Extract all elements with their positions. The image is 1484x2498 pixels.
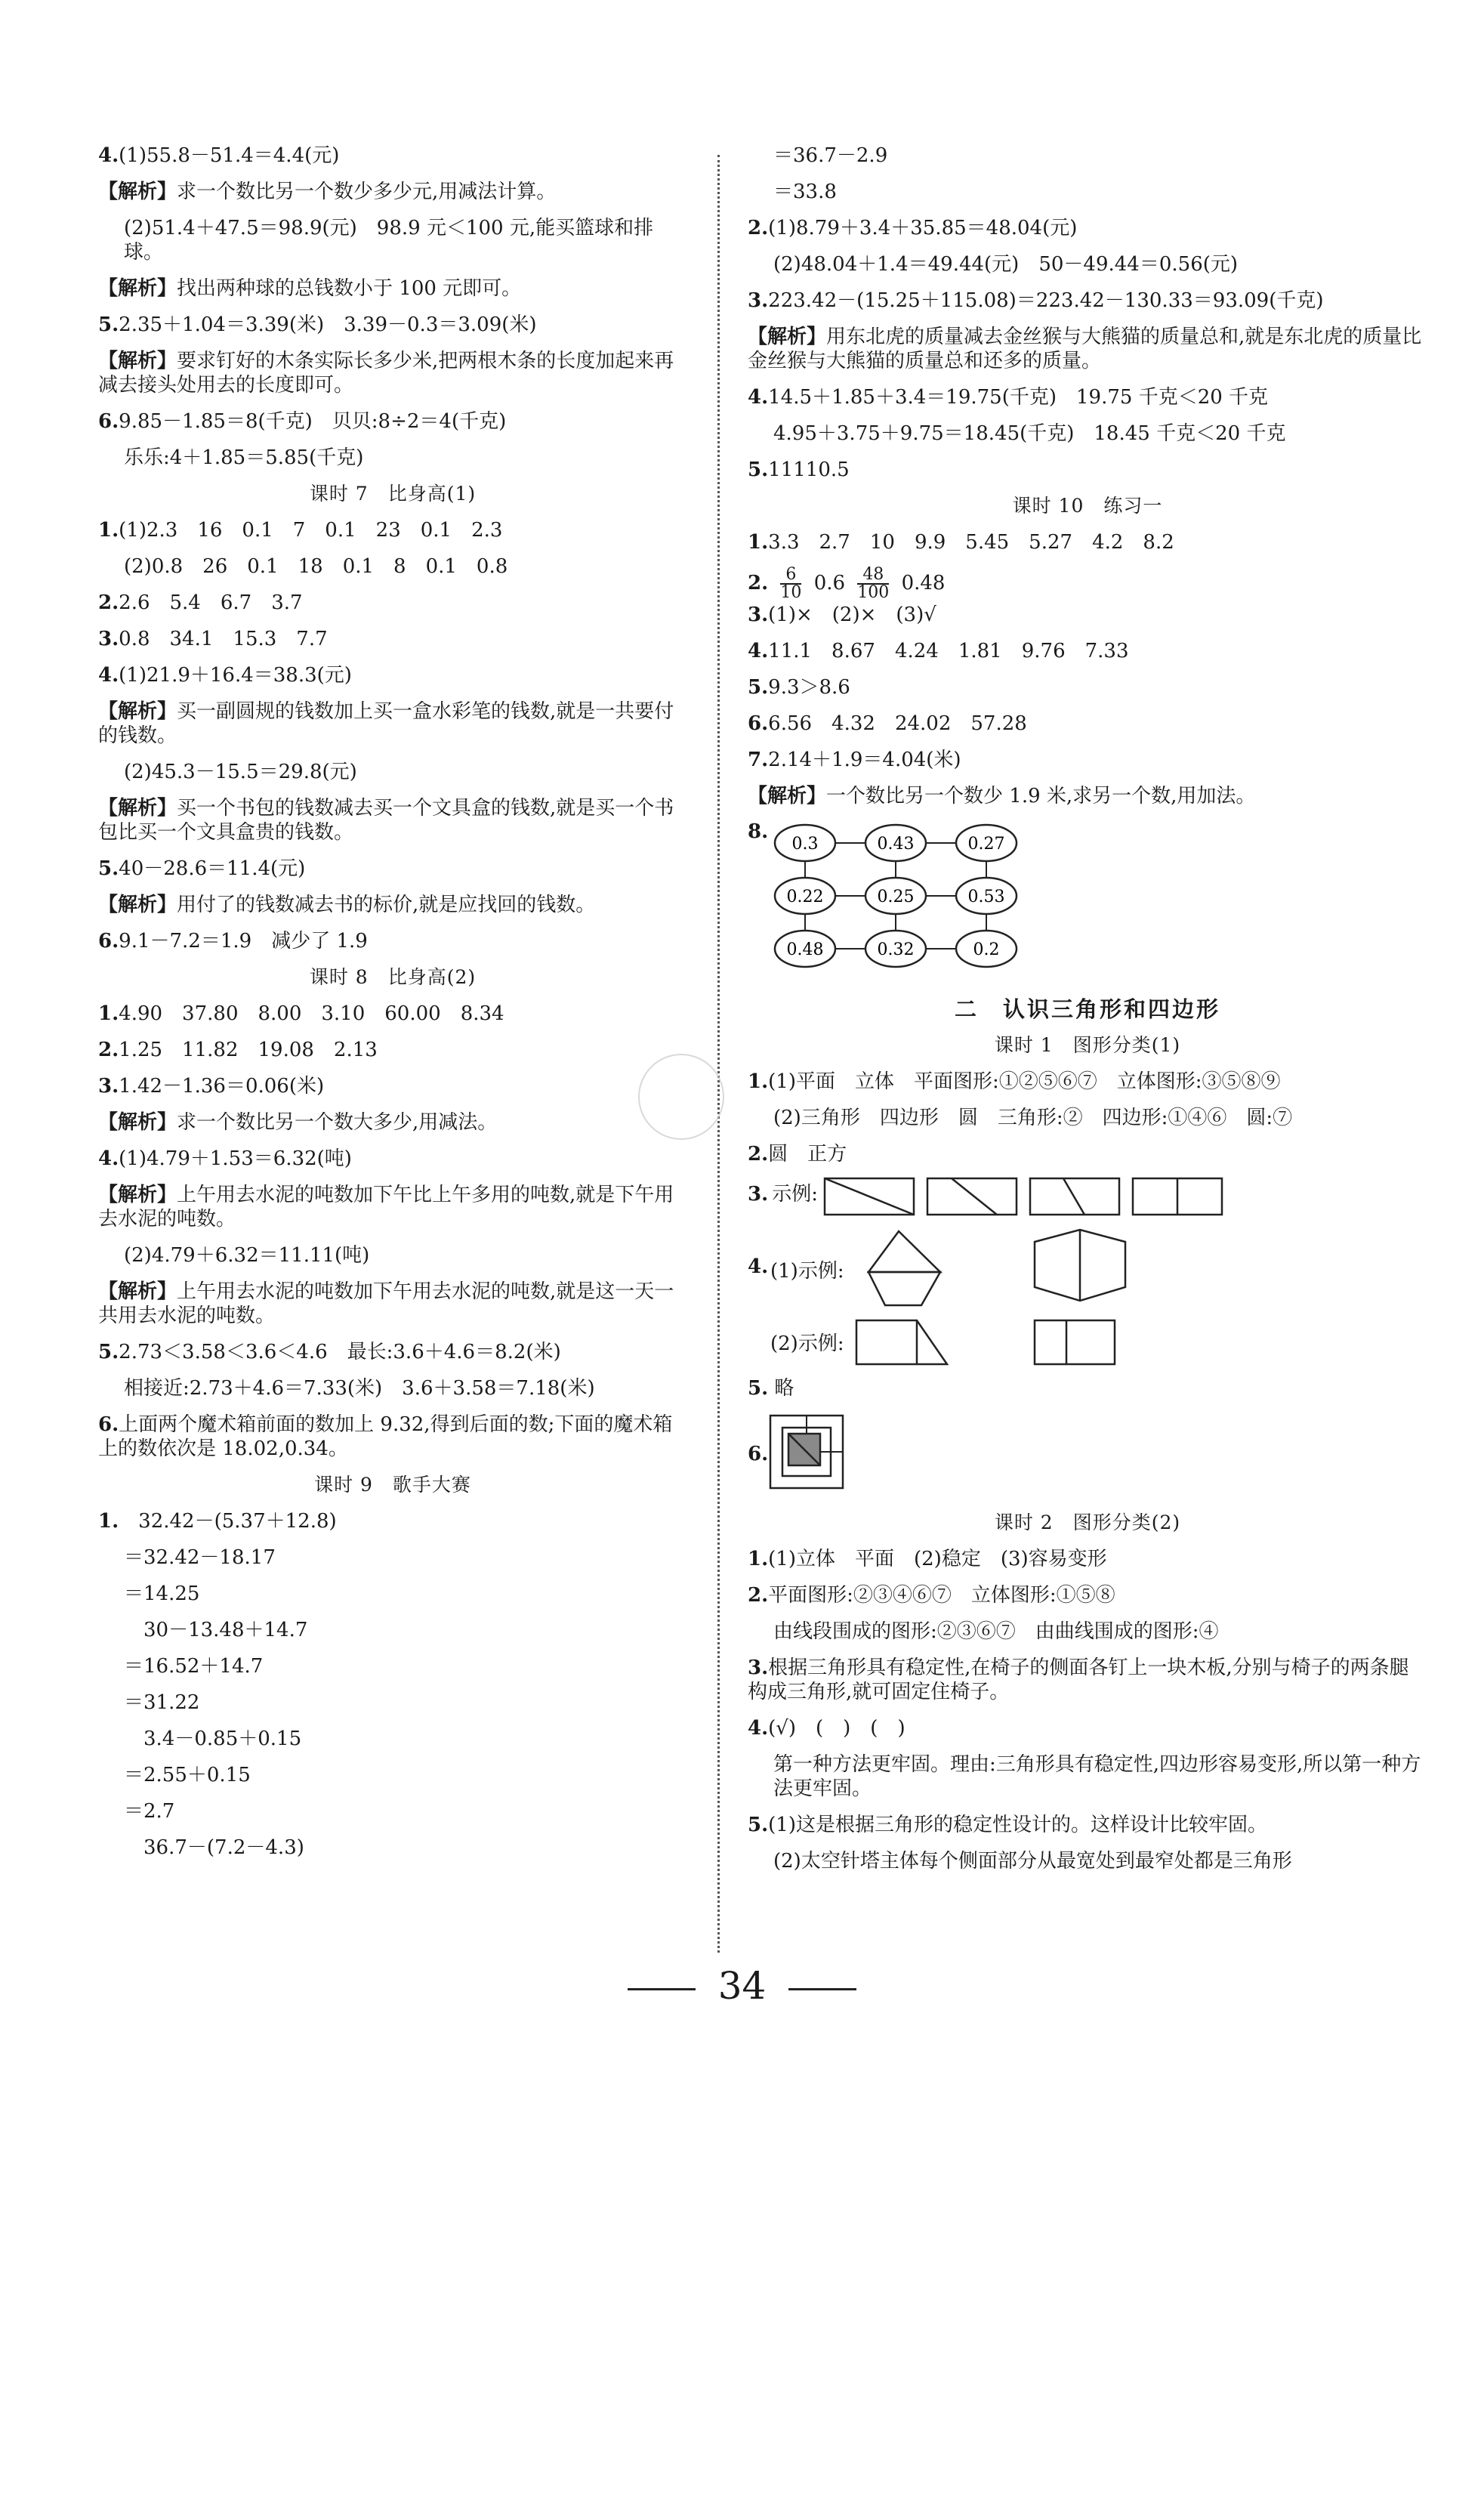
answer-text: 2.6 5.4 6.7 3.7	[119, 591, 303, 614]
analysis-tag: 【解析】	[98, 1184, 177, 1206]
answer-text: (1)2.3 16 0.1 7 0.1 23 0.1 2.3	[119, 519, 503, 542]
question-number: 1.	[748, 531, 769, 554]
answer-line	[748, 1716, 1427, 1752]
answer-line: 30－13.48＋14.7	[124, 1619, 308, 1641]
answer-text: (1)55.8－51.4＝4.4(元)	[119, 144, 340, 167]
section-heading: 课时 10 练习一	[1012, 495, 1163, 517]
answer-line: ＝32.42－18.17	[124, 1546, 276, 1569]
question-number: 4.	[98, 664, 119, 687]
question-number: 1.	[98, 1002, 119, 1025]
question-number: 1.	[98, 519, 119, 542]
answer-line: 36.7－(7.2－4.3)	[124, 1836, 304, 1859]
answer-line: (2)48.04＋1.4＝49.44(元) 50－49.44＝0.56(元)	[773, 253, 1239, 276]
question-number: 4.	[98, 144, 119, 167]
answer-line	[98, 1413, 687, 1461]
analysis-tag: 【解析】	[98, 797, 177, 820]
answer-text: (1)平面 立体 平面图形:①②⑤⑥⑦ 立体图形:③⑤⑧⑨	[768, 1070, 1281, 1093]
question-number: 6.	[748, 712, 769, 735]
analysis-note	[98, 349, 687, 397]
answer-text: 14.5＋1.85＋3.4＝19.75(千克) 19.75 千克＜20 千克	[768, 386, 1269, 409]
nested-squares-figure	[767, 1413, 850, 1496]
answer-text: 40－28.6＝11.4(元)	[119, 857, 306, 880]
question-number: 3.	[748, 604, 769, 626]
answer-text: 2.35＋1.04＝3.39(米) 3.39－0.3＝3.09(米)	[119, 313, 537, 336]
left-column	[98, 144, 687, 1872]
answer-line: (2)4.79＋6.32＝11.11(吨)	[124, 1244, 370, 1267]
grid-value: 0.32	[877, 940, 915, 959]
answer-text: 根据三角形具有稳定性,在椅子的侧面各钉上一块木板,分别与椅子的两条腿构成三角形,就可固定住椅子。	[748, 1657, 1409, 1703]
answer-line: 3.4－0.85＋0.15	[124, 1728, 302, 1750]
answer-text: 上面两个魔术箱前面的数加上 9.32,得到后面的数;下面的魔术箱上的数依次是 18.02,0.34。	[98, 1413, 673, 1460]
analysis-text: 用付了的钱数减去书的标价,就是应找回的钱数。	[177, 894, 596, 916]
answer-line	[98, 1509, 687, 1545]
answer-line	[748, 675, 1427, 712]
answer-text: 平面图形:②③④⑥⑦ 立体图形:①⑤⑧	[768, 1584, 1115, 1607]
section-heading: 课时 1 图形分类(1)	[994, 1034, 1181, 1056]
answer-line	[748, 289, 1427, 313]
analysis-tag: 【解析】	[98, 1111, 177, 1134]
answer-text: 0.8 34.1 15.3 7.7	[119, 628, 328, 650]
answer-line	[98, 1074, 687, 1110]
analysis-text: 上午用去水泥的吨数加下午用去水泥的吨数,就是这一天一共用去水泥的吨数。	[98, 1280, 674, 1327]
analysis-tag: 【解析】	[98, 894, 177, 916]
grid-value: 0.25	[877, 888, 915, 906]
answer-text: 223.42－(15.25＋115.08)＝223.42－130.33＝93.09(千克)	[768, 289, 1324, 312]
question-number: 3.	[98, 628, 119, 650]
answer-text: 11110.5	[768, 459, 850, 481]
answer-text: (1)立体 平面 (2)稳定 (3)容易变形	[768, 1548, 1107, 1570]
question-number: 4.	[98, 1147, 119, 1170]
question-number: 6.	[98, 930, 119, 953]
answer-line	[748, 1583, 1427, 1620]
answer-line: 乐乐:4＋1.85＝5.85(千克)	[124, 446, 364, 469]
answer-line	[98, 409, 687, 446]
answer-line	[748, 1656, 1427, 1704]
answer-line: ＝14.25	[124, 1582, 200, 1605]
answer-line: 相接近:2.73＋4.6＝7.33(米) 3.6＋3.58＝7.18(米)	[124, 1377, 595, 1400]
ellipse-grid-figure	[767, 820, 1039, 987]
answer-line	[98, 627, 687, 663]
answer-line	[98, 518, 687, 554]
question-number: 3.	[748, 1657, 769, 1679]
question-4-figure-1: 4. (1)示例:	[748, 1233, 1427, 1316]
section-heading: 课时 2 图形分类(2)	[994, 1511, 1181, 1533]
question-number: 2.	[748, 1143, 769, 1166]
analysis-note	[98, 1110, 687, 1135]
answer-line	[748, 530, 1427, 567]
question-number: 5.	[98, 313, 119, 336]
question-number: 6.	[98, 1413, 119, 1436]
question-number: 1.	[98, 1510, 119, 1533]
question-number: 1.	[748, 1548, 769, 1570]
grid-value: 0.2	[973, 940, 1000, 959]
question-number: 5.	[748, 676, 769, 699]
grid-value: 0.53	[967, 888, 1005, 906]
answer-text: (1)8.79＋3.4＋35.85＝48.04(元)	[768, 217, 1078, 239]
analysis-text: 找出两种球的总钱数小于 100 元即可。	[177, 277, 522, 300]
analysis-note	[98, 796, 687, 845]
answer-line	[748, 1813, 1427, 1849]
question-number: 4.	[748, 640, 769, 662]
question-number: 4.	[748, 1717, 769, 1740]
answer-line: (2)0.8 26 0.1 18 0.1 8 0.1 0.8	[124, 555, 508, 578]
answer-line	[748, 639, 1427, 675]
grid-value: 0.22	[786, 888, 824, 906]
answer-text: 9.1－7.2＝1.9 减少了 1.9	[119, 930, 368, 953]
answer-text: (1)21.9＋16.4＝38.3(元)	[119, 664, 352, 687]
answer-line: ＝31.22	[124, 1691, 200, 1714]
question-number: 5.	[98, 1341, 119, 1363]
answer-text: 圆 正方	[768, 1143, 847, 1166]
answer-line	[98, 1002, 687, 1038]
answer-line: ＝16.52＋14.7	[124, 1655, 264, 1678]
question-number: 4.	[748, 386, 769, 409]
answer-line	[98, 857, 687, 893]
answer-line	[98, 1147, 687, 1183]
analysis-tag: 【解析】	[748, 785, 827, 807]
answer-text: 1.42－1.36＝0.06(米)	[119, 1075, 325, 1098]
answer-line	[98, 1038, 687, 1074]
analysis-text: 买一副圆规的钱数加上买一盒水彩笔的钱数,就是一共要付的钱数。	[98, 700, 674, 747]
question-4-figure-2: (2)示例:	[748, 1316, 1427, 1376]
question-number: 3.	[748, 289, 769, 312]
analysis-note	[98, 1183, 687, 1231]
grid-value: 0.27	[967, 835, 1005, 854]
question-number: 3.	[98, 1075, 119, 1098]
answer-line: (2)51.4＋47.5＝98.9(元) 98.9 元＜100 元,能买篮球和排球。	[124, 217, 654, 264]
answer-line: ＝33.8	[773, 181, 837, 203]
analysis-text: 用东北虎的质量减去金丝猴与大熊猫的质量总和,就是东北虎的质量比金丝猴与大熊猫的质量总和还多的质量。	[748, 326, 1422, 372]
answer-text: 4.90 37.80 8.00 3.10 60.00 8.34	[119, 1002, 504, 1025]
quadrilateral-examples	[853, 1225, 1231, 1308]
fraction-2: $\frac{48}{100}$	[857, 565, 890, 602]
column-divider	[717, 155, 720, 1953]
question-number: 5.	[98, 857, 119, 880]
grid-value: 0.43	[877, 835, 915, 854]
question-number: 7.	[748, 749, 769, 771]
question-5-answer: 5. 略	[748, 1377, 794, 1400]
analysis-text: 一个数比另一个数少 1.9 米,求另一个数,用加法。	[826, 785, 1256, 807]
question-number: 2.	[98, 1039, 119, 1061]
answer-line: 由线段围成的图形:②③⑥⑦ 由曲线围成的图形:④	[773, 1620, 1219, 1643]
answer-line: 第一种方法更牢固。理由:三角形具有稳定性,四边形容易变形,所以第一种方法更牢固。	[773, 1753, 1421, 1800]
answer-line: ＝2.7	[124, 1800, 175, 1823]
section-heading: 课时 9 歌手大赛	[314, 1474, 471, 1496]
analysis-note	[98, 180, 687, 204]
answer-line	[98, 1340, 687, 1364]
question-number: 5.	[748, 459, 769, 481]
question-number: 2.	[748, 1584, 769, 1607]
answer-text: 3.3 2.7 10 9.9 5.45 5.27 4.2 8.2	[768, 531, 1174, 554]
answer-text: 9.3＞8.6	[768, 676, 850, 699]
analysis-text: 上午用去水泥的吨数加下午比上午多用的吨数,就是下午用去水泥的吨数。	[98, 1184, 674, 1230]
question-3-figure: 3. 示例:	[748, 1178, 1427, 1233]
analysis-text: 要求钉好的木条实际长多少米,把两根木条的长度加起来再减去接头处用去的长度即可。	[98, 350, 674, 397]
question-6-figure: 6.	[748, 1413, 1427, 1511]
analysis-text: 买一个书包的钱数减去买一个文具盒的钱数,就是买一个书包比买一个文具盒贵的钱数。	[98, 797, 674, 844]
answer-line: 4.95＋3.75＋9.75＝18.45(千克) 18.45 千克＜20 千克	[773, 422, 1286, 445]
answer-line	[748, 385, 1427, 409]
question-number: 5.	[748, 1814, 769, 1836]
analysis-tag: 【解析】	[98, 700, 177, 723]
unit-title: 二 认识三角形和四边形	[954, 996, 1220, 1022]
analysis-tag: 【解析】	[98, 1280, 177, 1303]
page-number: 34	[0, 1964, 1484, 2008]
question-number: 6.	[98, 410, 119, 433]
analysis-note	[98, 276, 687, 301]
trapezoid-examples	[853, 1314, 1231, 1375]
analysis-tag: 【解析】	[98, 350, 177, 372]
analysis-tag: 【解析】	[98, 181, 177, 203]
question-number: 2.	[98, 591, 119, 614]
analysis-note	[748, 784, 1427, 808]
answer-line	[98, 591, 687, 627]
answer-text: (1)× (2)× (3)√	[768, 604, 936, 626]
answer-line: (2)太空针塔主体每个侧面部分从最宽处到最窄处都是三角形	[773, 1850, 1292, 1873]
analysis-note	[748, 325, 1427, 373]
answer-text: (√) ( ) ( )	[768, 1717, 906, 1740]
answer-text: 9.85－1.85＝8(千克) 贝贝:8÷2＝4(千克)	[119, 410, 507, 433]
answer-text: 2.14＋1.9＝4.04(米)	[768, 749, 961, 771]
question-number: 1.	[748, 1070, 769, 1093]
section-heading: 课时 7 比身高(1)	[309, 483, 477, 505]
answer-text: 32.42－(5.37＋12.8)	[119, 1510, 337, 1533]
answer-line	[748, 1547, 1427, 1583]
answer-line	[748, 458, 1427, 494]
answer-line	[748, 603, 1427, 639]
analysis-text: 求一个数比另一个数少多少元,用减法计算。	[177, 181, 557, 203]
answer-line	[98, 144, 687, 180]
question-2-fractions: 2. $\frac{6}{10}$ 0.6 $\frac{48}{100}$ 0.48	[748, 565, 946, 602]
right-column	[748, 144, 1427, 1885]
answer-text: 6.56 4.32 24.02 57.28	[768, 712, 1027, 735]
answer-line	[748, 216, 1427, 252]
answer-text: 1.25 11.82 19.08 2.13	[119, 1039, 378, 1061]
analysis-note	[98, 893, 687, 917]
answer-line	[748, 1070, 1427, 1106]
answer-line: ＝36.7－2.9	[773, 144, 888, 167]
answer-line	[98, 663, 687, 699]
answer-text: 2.73＜3.58＜3.6＜4.6 最长:3.6＋4.6＝8.2(米)	[119, 1341, 561, 1363]
analysis-text: 求一个数比另一个数大多少,用减法。	[177, 1111, 498, 1134]
answer-line	[748, 748, 1427, 784]
answer-text: (1)4.79＋1.53＝6.32(吨)	[119, 1147, 352, 1170]
question-8-grid: 8. 0.3 0.43 0.27 0.22 0.25 0.53 0.48 0.32 0.2	[748, 820, 1427, 987]
answer-line	[98, 929, 687, 965]
analysis-tag: 【解析】	[98, 277, 177, 300]
section-heading: 课时 8 比身高(2)	[309, 966, 477, 988]
watermark-stamp	[638, 1054, 724, 1140]
analysis-tag: 【解析】	[748, 326, 827, 348]
answer-line: (2)三角形 四边形 圆 三角形:② 四边形:①④⑥ 圆:⑦	[773, 1107, 1293, 1129]
fraction-1: $\frac{6}{10}$	[780, 565, 802, 602]
grid-value: 0.3	[791, 835, 819, 854]
analysis-note	[98, 1280, 687, 1328]
answer-line: ＝2.55＋0.15	[124, 1764, 251, 1786]
answer-text: 11.1 8.67 4.24 1.81 9.76 7.33	[768, 640, 1129, 662]
question-number: 2.	[748, 217, 769, 239]
answer-line	[98, 313, 687, 349]
answer-text: (1)这是根据三角形的稳定性设计的。这样设计比较牢固。	[768, 1814, 1267, 1836]
answer-line: (2)45.3－15.5＝29.8(元)	[124, 761, 357, 783]
grid-value: 0.48	[786, 940, 824, 959]
answer-line	[748, 712, 1427, 748]
analysis-note	[98, 699, 687, 748]
divided-rectangles-figure	[823, 1172, 1246, 1218]
